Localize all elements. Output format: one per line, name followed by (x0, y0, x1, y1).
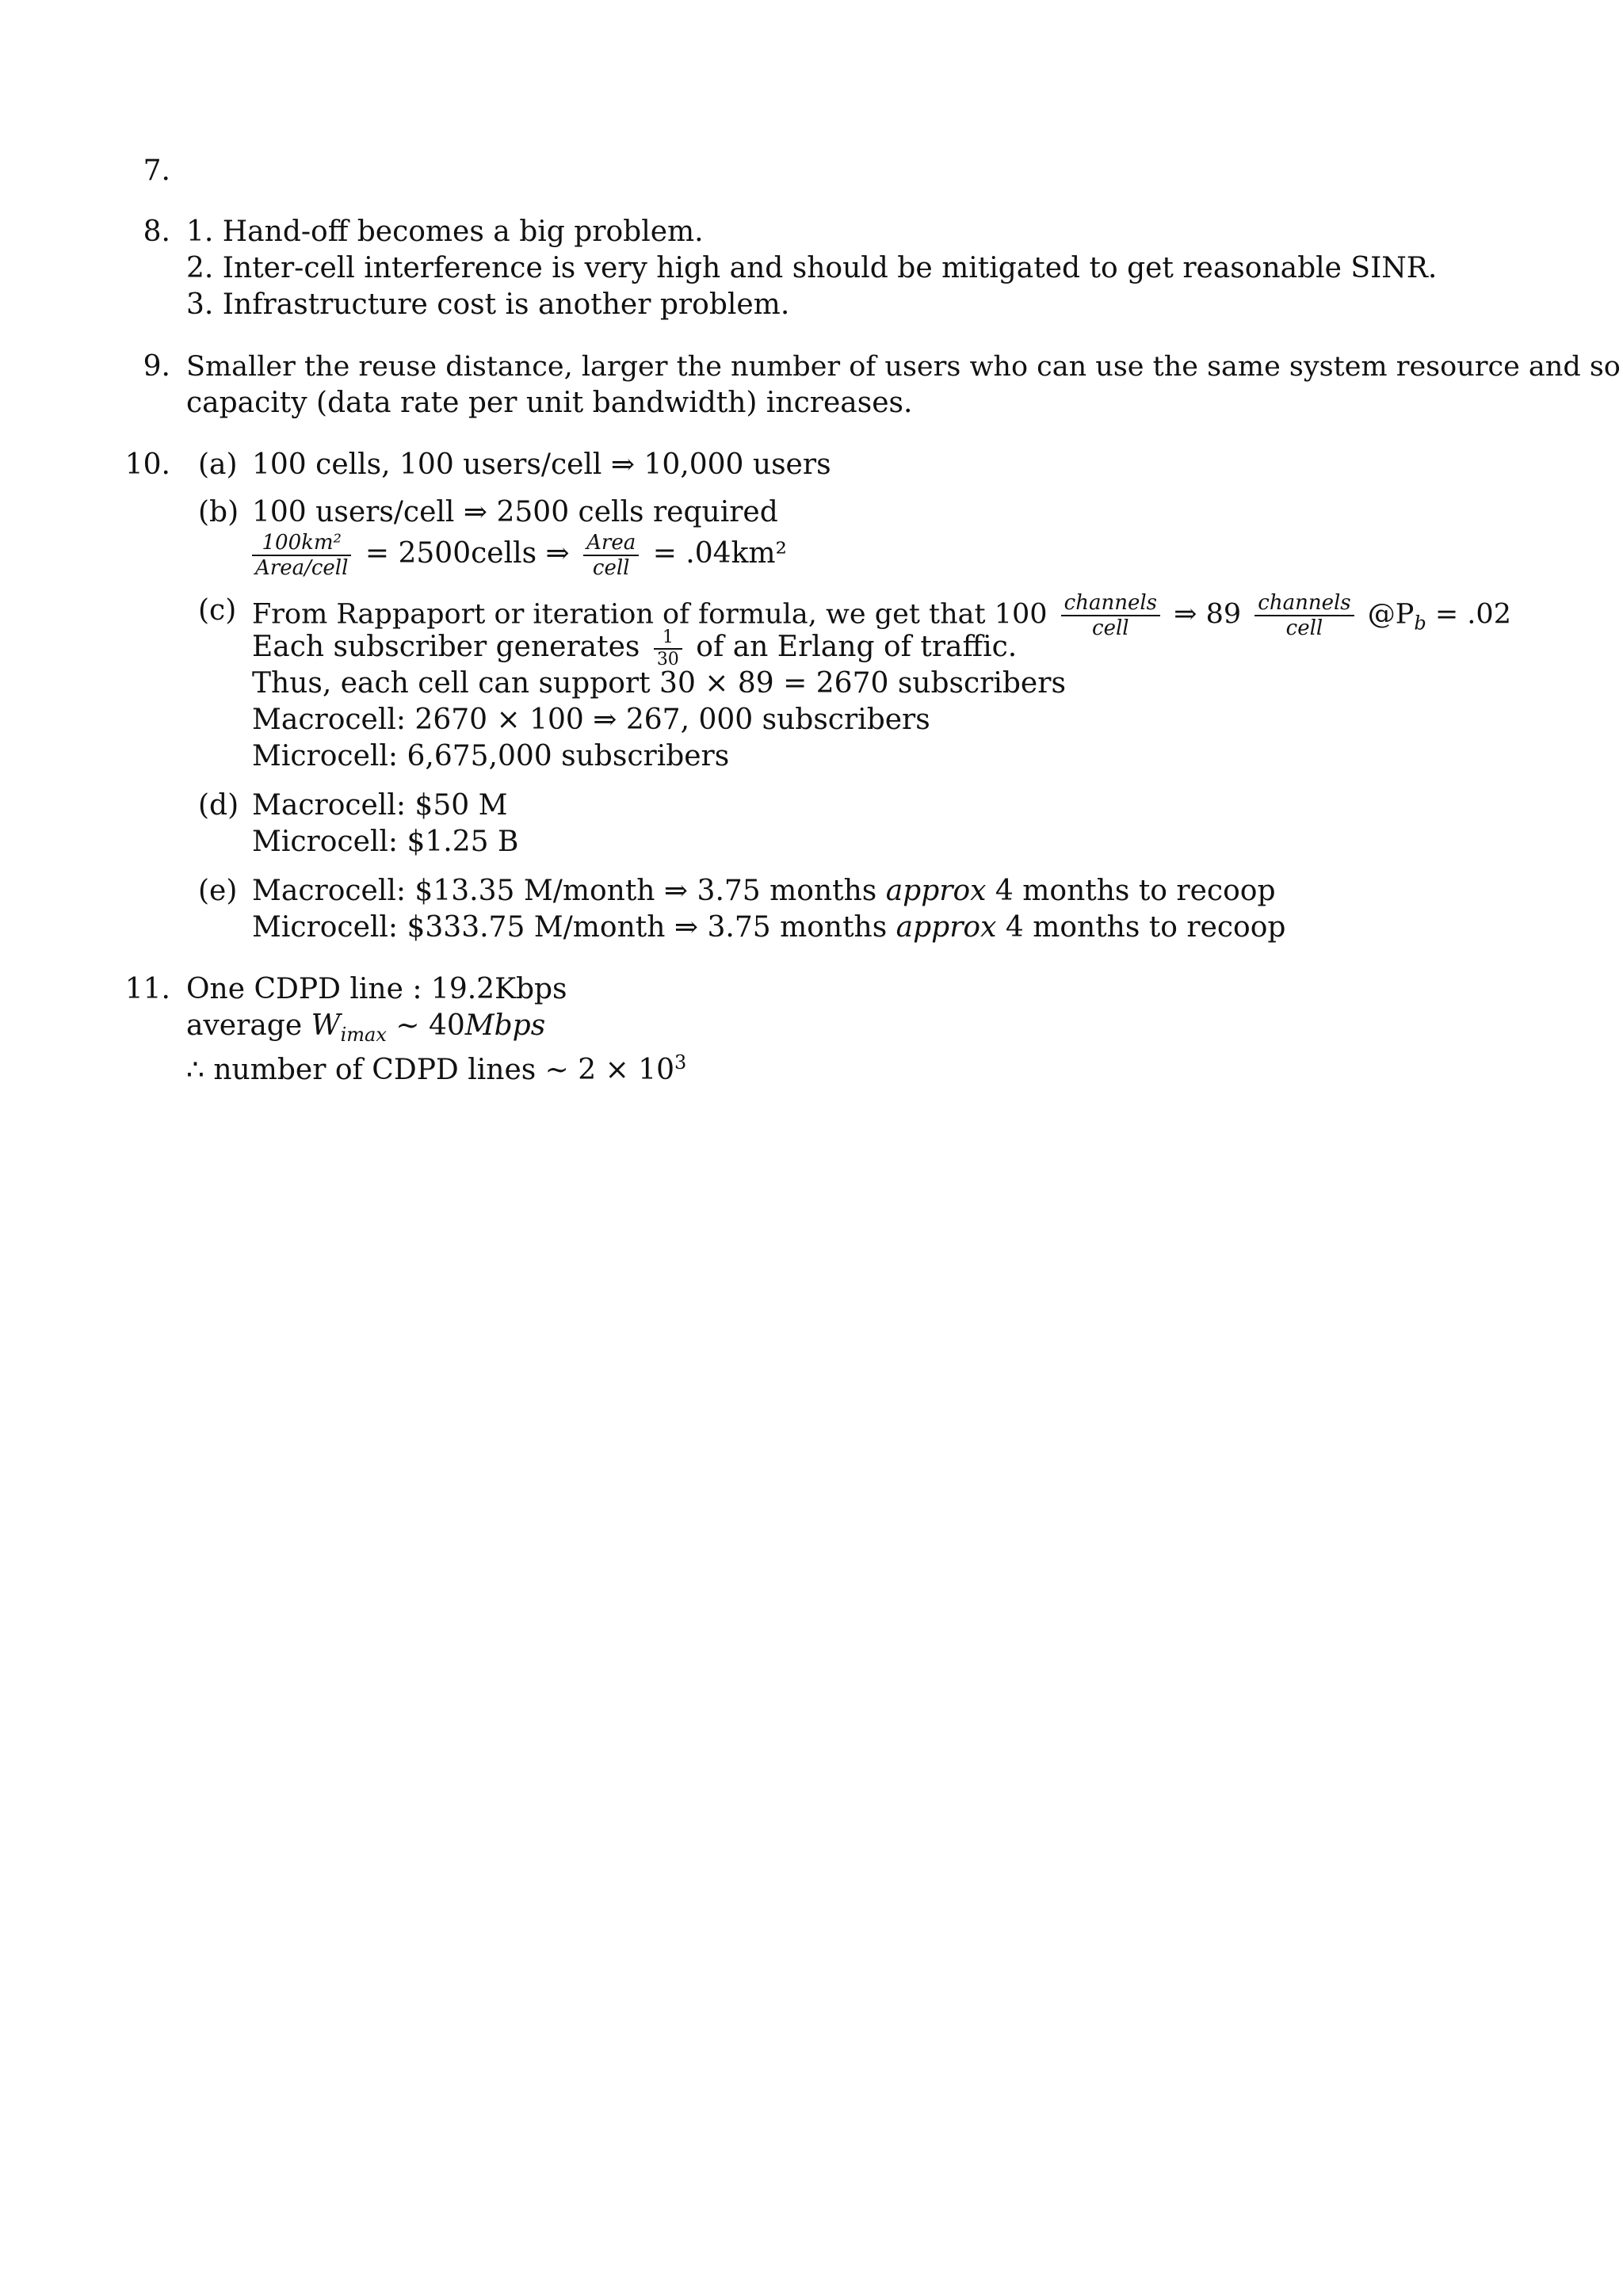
q10b-formula (247, 532, 787, 578)
q8-item-2: 2. Inter-cell interference is very high and should be mitigated to get reasonable SINR. (186, 252, 1438, 284)
q9-number: 9. (143, 350, 170, 383)
q10d-line-1: Macrocell: $50 M (252, 789, 508, 822)
q9-line-2: capacity (data rate per unit bandwidth) increases. (186, 387, 913, 419)
q8-number: 8. (143, 215, 170, 248)
q10e-label: (e) (198, 875, 238, 907)
q10-number: 10. (124, 448, 170, 481)
q11-number: 11. (124, 973, 170, 1005)
q10b-label: (b) (198, 496, 239, 528)
q10c-line-4: Macrocell: 2670 × 100 ⇒ 267, 000 subscribers (252, 704, 930, 736)
q10c-line-5: Microcell: 6,675,000 subscribers (252, 740, 730, 772)
q10c-line-3: Thus, each cell can support 30 × 89 = 2670 subscribers (252, 667, 1066, 700)
q10c-fraction-1: $\frac{\text{channels}}{\text{cell}}$ (1061, 593, 1160, 639)
q10c-fraction-2: $\frac{\text{channels}}{\text{cell}}$ (1254, 593, 1354, 639)
q10c-line-2: Each subscriber generates $\frac{1}{30}$ of an Erlang of traffic. (252, 627, 1018, 669)
q10c-label: (c) (198, 594, 237, 627)
q10e-line-2: Microcell: $333.75 M/month ⇒ 3.75 months approx 4 months to recoop (252, 911, 1286, 944)
q10e-line-1: Macrocell: $13.35 M/month ⇒ 3.75 months approx 4 months to recoop (252, 875, 1276, 907)
q8-item-1: 1. Hand-off becomes a big problem. (186, 215, 704, 248)
q10a-text: 100 cells, 100 users/cell ⇒ 10,000 users (252, 448, 831, 481)
q10d-label: (d) (198, 789, 239, 822)
q11-line-1: One CDPD line : 19.2Kbps (186, 973, 567, 1005)
q10b-formula-mid: = 2500cells ⇒ (365, 537, 570, 570)
q10b-text-1: 100 users/cell ⇒ 2500 cells required (252, 496, 778, 528)
q10d-line-2: Microcell: $1.25 B (252, 826, 519, 858)
q10c-fraction-3: $\frac{1}{30}$ (654, 629, 682, 669)
q9-line-1: Smaller the reuse distance, larger the number of users who can use the same system resource and so (186, 351, 1621, 383)
q11-line-3: ∴ number of CDPD lines ∼ $2 \times 10^3$ (186, 1051, 687, 1086)
q10c-line-1: From Rappaport or iteration of formula, we get that 100 $\frac{\text{channels}}{\text{cell}}$ ⇒ 89 $\frac{\text{channels}}{\text{cell}}$ $@P_b = .02$ (252, 591, 1511, 640)
q11-line-2: average $W_{imax}$ ∼ 40Mbps (186, 1009, 546, 1047)
q7-number: 7. (143, 154, 170, 187)
q8-item-3: 3. Infrastructure cost is another problem. (186, 288, 790, 321)
q10b-formula-end: = .04km² (652, 537, 787, 570)
q10b-fraction-1: $\frac{\text{100km²}}{\text{Area/cell}}$ (252, 532, 351, 578)
q10a-label: (a) (198, 448, 238, 481)
q10b-fraction-2: $\frac{\text{Area}}{\text{cell}}$ (583, 532, 639, 578)
